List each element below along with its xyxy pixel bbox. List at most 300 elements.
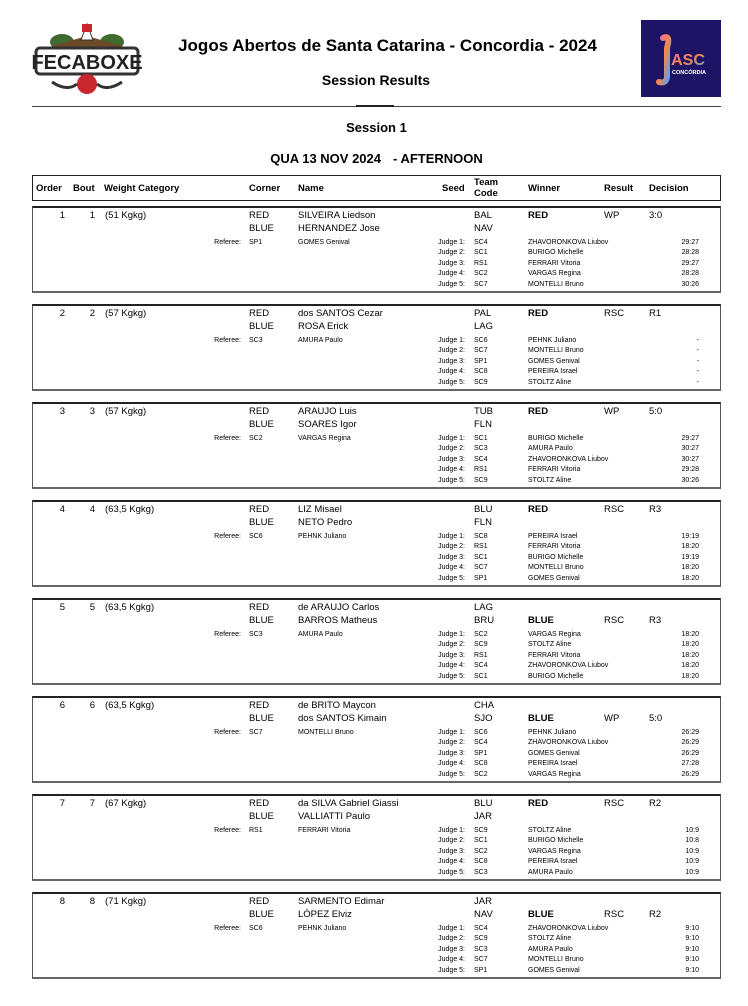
blue-corner-label: BLUE — [249, 811, 274, 822]
red-corner-label: RED — [249, 210, 270, 221]
col-order: Order — [36, 183, 62, 194]
judge-label: Judge 1: — [438, 337, 465, 344]
judge-label: Judge 2: — [438, 641, 465, 649]
judge-name: ZHAVORONKOVA Liubov — [528, 662, 609, 670]
judge-score: 29:27 — [681, 259, 699, 267]
referee-label: Referee: — [214, 827, 241, 834]
judge-code: SC1 — [474, 553, 488, 561]
winner: RED — [528, 504, 549, 515]
weight-category: (67 Kgkg) — [105, 798, 147, 809]
winner: RED — [528, 798, 549, 809]
blue-corner-label: BLUE — [249, 419, 274, 430]
judge-code: SC9 — [474, 476, 488, 484]
judge-label: Judge 5: — [438, 770, 465, 778]
judge-score: 29:28 — [681, 466, 699, 474]
blue-team-code: NAV — [474, 223, 493, 234]
red-boxer-name: SARMENTO Edimar — [298, 896, 385, 907]
weight-category: (51 Kgkg) — [105, 210, 147, 221]
judge-label: Judge 2: — [438, 837, 465, 845]
judge-score: 30:26 — [681, 476, 699, 484]
judge-name: PEREIRA Israel — [528, 368, 578, 376]
judge-label: Judge 4: — [438, 858, 465, 866]
weight-category: (63,5 Kgkg) — [105, 602, 155, 613]
blue-corner-label: BLUE — [249, 909, 274, 920]
weight-category: (57 Kgkg) — [105, 406, 147, 417]
judge-label: Judge 2: — [438, 739, 465, 747]
judge-name: PEHNK Juliano — [528, 729, 577, 736]
judge-score: 10:8 — [685, 837, 699, 845]
referee-name: GOMES Genival — [298, 239, 350, 246]
judge-code: SC8 — [474, 533, 488, 540]
red-corner-label: RED — [249, 798, 270, 809]
red-team-code: CHA — [474, 700, 495, 711]
session-label: Session 1 — [346, 120, 407, 135]
judge-code: SC4 — [474, 455, 488, 463]
judge-code: SC4 — [474, 239, 488, 246]
judge-score: 18:20 — [681, 543, 699, 551]
judge-score: 29:27 — [681, 435, 699, 442]
fecaboxe-logo — [32, 22, 142, 96]
judge-code: SC1 — [474, 435, 488, 442]
judge-label: Judge 3: — [438, 455, 465, 463]
judge-label: Judge 2: — [438, 445, 465, 453]
referee-name: AMURA Paulo — [298, 337, 343, 344]
weight-category: (63,5 Kgkg) — [105, 700, 155, 711]
winner: BLUE — [528, 909, 554, 920]
judge-score: 30:26 — [681, 280, 699, 288]
judge-score: 27:28 — [681, 760, 699, 768]
judge-code: RS1 — [474, 651, 488, 659]
judge-label: Judge 4: — [438, 270, 465, 278]
winner: RED — [528, 210, 549, 221]
bout-order: 5 — [59, 602, 65, 613]
judge-name: GOMES Genival — [528, 357, 580, 365]
referee-label: Referee: — [214, 925, 241, 932]
blue-corner-label: BLUE — [249, 321, 274, 332]
judge-score: 26:29 — [681, 739, 699, 747]
bout-number: 8 — [89, 896, 95, 907]
judge-code: SC2 — [474, 847, 488, 855]
judge-name: AMURA Paulo — [528, 945, 573, 953]
judge-score: 18:20 — [681, 672, 699, 680]
judge-code: SC6 — [474, 729, 488, 736]
winner: BLUE — [528, 615, 554, 626]
page-title: Jogos Abertos de Santa Catarina - Concordia - 2024 — [178, 36, 597, 55]
blue-boxer-name: SOARES Igor — [298, 419, 357, 430]
judge-name: GOMES Genival — [528, 749, 580, 757]
bout-order: 1 — [59, 210, 65, 221]
decision: R1 — [649, 308, 662, 319]
blue-team-code: NAV — [474, 909, 493, 920]
referee-label: Referee: — [214, 631, 241, 638]
judge-score: - — [696, 337, 699, 344]
bout-row — [32, 794, 721, 881]
judge-score: 19:19 — [681, 553, 699, 561]
judge-code: SC7 — [474, 280, 488, 288]
judge-label: Judge 3: — [438, 259, 465, 267]
red-boxer-name: de BRITO Maycon — [298, 700, 376, 711]
judge-code: SC3 — [474, 945, 488, 953]
blue-team-code: JAR — [474, 811, 492, 822]
col-seed: Seed — [442, 183, 465, 194]
judge-label: Judge 2: — [438, 249, 465, 257]
red-team-code: LAG — [474, 602, 494, 613]
judge-score: 30:27 — [681, 455, 699, 463]
red-corner-label: RED — [249, 406, 270, 417]
judge-label: Judge 3: — [438, 749, 465, 757]
red-boxer-name: dos SANTOS Cezar — [298, 308, 383, 319]
judge-code: SC7 — [474, 956, 488, 964]
judge-name: PEREIRA Israel — [528, 533, 578, 540]
red-team-code: BLU — [474, 798, 493, 809]
blue-corner-label: BLUE — [249, 223, 274, 234]
judge-code: SP1 — [474, 749, 488, 757]
judge-score: 26:29 — [681, 729, 699, 736]
judge-name: AMURA Paulo — [528, 868, 573, 876]
judge-label: Judge 4: — [438, 662, 465, 670]
results-table-header — [32, 175, 721, 201]
bout-number: 5 — [89, 602, 95, 613]
judge-code: SC7 — [474, 347, 488, 355]
jasc-concordia-logo — [641, 20, 721, 97]
referee-code: SC6 — [249, 925, 263, 932]
blue-corner-label: BLUE — [249, 615, 274, 626]
result: WP — [604, 713, 620, 724]
judge-code: RS1 — [474, 466, 488, 474]
col-team-code — [474, 177, 498, 199]
judge-score: 10:9 — [685, 858, 699, 866]
red-corner-label: RED — [249, 504, 270, 515]
judge-score: 9:10 — [685, 956, 699, 964]
blue-team-code: BRU — [474, 615, 495, 626]
decision: R2 — [649, 909, 662, 920]
winner: RED — [528, 406, 549, 417]
blue-boxer-name: BARROS Matheus — [298, 615, 378, 626]
judge-label: Judge 4: — [438, 564, 465, 572]
referee-label: Referee: — [214, 435, 241, 442]
judge-name: AMURA Paulo — [528, 445, 573, 453]
session-date: QUA 13 NOV 2024 — [270, 151, 381, 166]
judge-score: 9:10 — [685, 945, 699, 953]
bout-row — [32, 402, 721, 489]
fecaboxe-logo-text: FECABOXE — [32, 52, 142, 74]
judge-name: BURIGO Michelle — [528, 435, 584, 442]
bout-row — [32, 598, 721, 685]
bout-row — [32, 892, 721, 979]
judge-score: 28:28 — [681, 249, 699, 257]
judge-name: VARGAS Regina — [528, 631, 581, 638]
col-name: Name — [298, 183, 324, 194]
result: WP — [604, 210, 620, 221]
decision: 3:0 — [649, 210, 663, 221]
red-boxer-name: LIZ Misael — [298, 504, 342, 515]
judge-score: 10:9 — [685, 847, 699, 855]
blue-team-code: FLN — [474, 419, 492, 430]
judge-score: - — [696, 357, 699, 365]
bout-number: 6 — [89, 700, 95, 711]
blue-corner-label: BLUE — [249, 517, 274, 528]
red-boxer-name: ARAUJO Luis — [298, 406, 357, 417]
referee-code: SP1 — [249, 239, 263, 246]
referee-code: SC2 — [249, 435, 263, 442]
jasc-logo-subtext: CONCÓRDIA — [672, 70, 706, 76]
referee-label: Referee: — [214, 337, 241, 344]
referee-name: FERRARI Vitoria — [298, 827, 351, 834]
red-corner-label: RED — [249, 308, 270, 319]
col-team-code-line2: Code — [474, 188, 498, 199]
judge-label: Judge 3: — [438, 553, 465, 561]
judge-code: SC7 — [474, 564, 488, 572]
judge-label: Judge 4: — [438, 760, 465, 768]
judge-code: SC2 — [474, 770, 488, 778]
red-team-code: JAR — [474, 896, 492, 907]
blue-team-code: SJO — [474, 713, 493, 724]
red-boxer-name: SILVEIRA Liedson — [298, 210, 376, 221]
judge-code: RS1 — [474, 259, 488, 267]
judge-name: PEREIRA Israel — [528, 858, 578, 866]
blue-boxer-name: dos SANTOS Kimain — [298, 713, 387, 724]
judge-code: SC9 — [474, 641, 488, 649]
judge-name: BURIGO Michelle — [528, 672, 584, 680]
result: WP — [604, 406, 620, 417]
col-winner: Winner — [528, 183, 561, 194]
weight-category: (63,5 Kgkg) — [105, 504, 155, 515]
col-decision: Decision — [649, 183, 689, 194]
judge-score: 9:10 — [685, 925, 699, 932]
judge-label: Judge 2: — [438, 543, 465, 551]
judge-code: SC8 — [474, 760, 488, 768]
judge-code: SC8 — [474, 858, 488, 866]
judge-name: MONTELLI Bruno — [528, 564, 584, 572]
judge-code: SC1 — [474, 672, 488, 680]
blue-boxer-name: NETO Pedro — [298, 517, 353, 528]
result: RSC — [604, 615, 625, 626]
judge-code: RS1 — [474, 543, 488, 551]
judge-name: MONTELLI Bruno — [528, 280, 584, 288]
winner: RED — [528, 308, 549, 319]
judge-code: SP1 — [474, 357, 488, 365]
winner: BLUE — [528, 713, 554, 724]
decision: 5:0 — [649, 406, 663, 417]
blue-team-code: LAG — [474, 321, 494, 332]
judge-score: 18:20 — [681, 641, 699, 649]
judge-name: ZHAVORONKOVA Liubov — [528, 455, 609, 463]
judge-score: 10:9 — [685, 868, 699, 876]
red-team-code: BAL — [474, 210, 492, 221]
result: RSC — [604, 798, 625, 809]
red-team-code: BLU — [474, 504, 493, 515]
judge-name: BURIGO Michelle — [528, 553, 584, 561]
blue-corner-label: BLUE — [249, 713, 274, 724]
col-corner: Corner — [249, 183, 281, 194]
judge-name: ZHAVORONKOVA Liubov — [528, 925, 609, 932]
judge-label: Judge 3: — [438, 651, 465, 659]
red-corner-label: RED — [249, 602, 270, 613]
judge-name: VARGAS Regina — [528, 270, 581, 278]
referee-code: RS1 — [249, 827, 263, 834]
judge-code: SC3 — [474, 445, 488, 453]
referee-name: MONTELLI Bruno — [298, 729, 354, 736]
judge-score: 18:20 — [681, 631, 699, 638]
bout-number: 4 — [89, 504, 95, 515]
col-bout: Bout — [73, 183, 95, 194]
judge-label: Judge 5: — [438, 966, 465, 974]
referee-code: SC3 — [249, 337, 263, 344]
judge-label: Judge 1: — [438, 435, 465, 442]
decision: 5:0 — [649, 713, 663, 724]
weight-category: (71 Kgkg) — [105, 896, 147, 907]
judge-name: BURIGO Michelle — [528, 837, 584, 845]
referee-label: Referee: — [214, 533, 241, 540]
referee-code: SC3 — [249, 631, 263, 638]
judge-label: Judge 5: — [438, 280, 465, 288]
judge-score: 18:20 — [681, 651, 699, 659]
judge-score: 26:29 — [681, 770, 699, 778]
judge-score: 29:27 — [681, 239, 699, 246]
judge-score: 9:10 — [685, 935, 699, 943]
weight-category: (57 Kgkg) — [105, 308, 147, 319]
judge-code: SC2 — [474, 270, 488, 278]
judge-score: 18:20 — [681, 574, 699, 582]
judge-label: Judge 3: — [438, 945, 465, 953]
judge-code: SC1 — [474, 837, 488, 845]
col-result: Result — [604, 183, 634, 194]
judge-label: Judge 4: — [438, 956, 465, 964]
judge-code: SC6 — [474, 337, 488, 344]
judge-code: SP1 — [474, 966, 488, 974]
red-corner-label: RED — [249, 700, 270, 711]
judge-label: Judge 5: — [438, 868, 465, 876]
judge-code: SC9 — [474, 827, 488, 834]
judge-name: ZHAVORONKOVA Liubov — [528, 739, 609, 747]
judge-code: SC2 — [474, 631, 488, 638]
judge-name: MONTELLI Bruno — [528, 347, 584, 355]
bout-row — [32, 500, 721, 587]
judge-label: Judge 4: — [438, 466, 465, 474]
judge-score: 9:10 — [685, 966, 699, 974]
judge-score: - — [696, 347, 699, 355]
col-team-code-line1: Team — [474, 177, 499, 188]
judge-name: PEREIRA Israel — [528, 760, 578, 768]
bout-number: 3 — [89, 406, 95, 417]
judge-label: Judge 4: — [438, 368, 465, 376]
judge-code: SC3 — [474, 868, 488, 876]
referee-name: PEHNK Juliano — [298, 533, 347, 540]
red-team-code: PAL — [474, 308, 492, 319]
result: RSC — [604, 308, 625, 319]
judge-name: FERRARI Vitoria — [528, 466, 581, 474]
judge-code: SC4 — [474, 739, 488, 747]
judge-score: 18:20 — [681, 564, 699, 572]
result: RSC — [604, 504, 625, 515]
blue-boxer-name: HERNANDEZ Jose — [298, 223, 380, 234]
session-date-line — [32, 151, 721, 166]
judge-name: FERRARI Vitoria — [528, 259, 581, 267]
session-period: - AFTERNOON — [393, 151, 483, 166]
judge-label: Judge 1: — [438, 239, 465, 246]
judge-code: SC9 — [474, 935, 488, 943]
judge-label: Judge 1: — [438, 533, 465, 540]
bout-order: 4 — [59, 504, 65, 515]
judge-label: Judge 5: — [438, 378, 465, 386]
judge-name: STOLTZ Aline — [528, 935, 572, 943]
judge-code: SC8 — [474, 368, 488, 376]
referee-code: SC7 — [249, 729, 263, 736]
judge-code: SC4 — [474, 925, 488, 932]
judge-name: BURIGO Michelle — [528, 249, 584, 257]
page-subtitle: Session Results — [321, 72, 431, 88]
judge-label: Judge 3: — [438, 357, 465, 365]
judge-label: Judge 1: — [438, 925, 465, 932]
bout-number: 1 — [89, 210, 95, 221]
judge-score: 30:27 — [681, 445, 699, 453]
judge-name: VARGAS Regina — [528, 847, 581, 855]
red-boxer-name: da SILVA Gabriel Giassi — [298, 798, 399, 809]
judge-label: Judge 2: — [438, 347, 465, 355]
judge-name: GOMES Genival — [528, 574, 580, 582]
referee-code: SC6 — [249, 533, 263, 540]
judge-label: Judge 1: — [438, 631, 465, 638]
blue-boxer-name: LÓPEZ Elviz — [298, 909, 352, 920]
judge-score: - — [696, 368, 699, 376]
judge-score: 19:19 — [681, 533, 699, 540]
judge-name: FERRARI Vitoria — [528, 651, 581, 659]
referee-name: VARGAS Regina — [298, 435, 351, 442]
decision: R3 — [649, 615, 662, 626]
bout-order: 3 — [59, 406, 65, 417]
red-corner-label: RED — [249, 896, 270, 907]
judge-name: STOLTZ Aline — [528, 641, 572, 649]
judge-name: MONTELLI Bruno — [528, 956, 584, 964]
svg-text:ASC: ASC — [671, 52, 705, 69]
header-divider-accent — [356, 105, 394, 107]
judge-name: STOLTZ Aline — [528, 827, 572, 834]
judge-label: Judge 5: — [438, 574, 465, 582]
bout-order: 2 — [59, 308, 65, 319]
judge-name: GOMES Genival — [528, 966, 580, 974]
judge-label: Judge 1: — [438, 827, 465, 834]
blue-boxer-name: ROSA Erick — [298, 321, 349, 332]
red-boxer-name: de ARAUJO Carlos — [298, 602, 380, 613]
judge-label: Judge 5: — [438, 672, 465, 680]
referee-label: Referee: — [214, 239, 241, 246]
judge-code: SC4 — [474, 662, 488, 670]
bout-row — [32, 696, 721, 783]
judge-score: 10:9 — [685, 827, 699, 834]
judge-label: Judge 2: — [438, 935, 465, 943]
judge-name: FERRARI Vitoria — [528, 543, 581, 551]
judge-label: Judge 1: — [438, 729, 465, 736]
judge-name: ZHAVORONKOVA Liubov — [528, 239, 609, 246]
judge-code: SC9 — [474, 378, 488, 386]
judge-name: STOLTZ Aline — [528, 476, 572, 484]
referee-name: AMURA Paulo — [298, 631, 343, 638]
bout-number: 2 — [89, 308, 95, 319]
judge-name: VARGAS Regina — [528, 770, 581, 778]
blue-team-code: FLN — [474, 517, 492, 528]
judge-score: 28:28 — [681, 270, 699, 278]
referee-name: PEHNK Juliano — [298, 925, 347, 932]
bout-number: 7 — [89, 798, 95, 809]
decision: R3 — [649, 504, 662, 515]
result: RSC — [604, 909, 625, 920]
judge-name: STOLTZ Aline — [528, 378, 572, 386]
judge-code: SP1 — [474, 574, 488, 582]
judge-name: PEHNK Juliano — [528, 337, 577, 344]
judge-score: 18:20 — [681, 662, 699, 670]
referee-label: Referee: — [214, 729, 241, 736]
decision: R2 — [649, 798, 662, 809]
